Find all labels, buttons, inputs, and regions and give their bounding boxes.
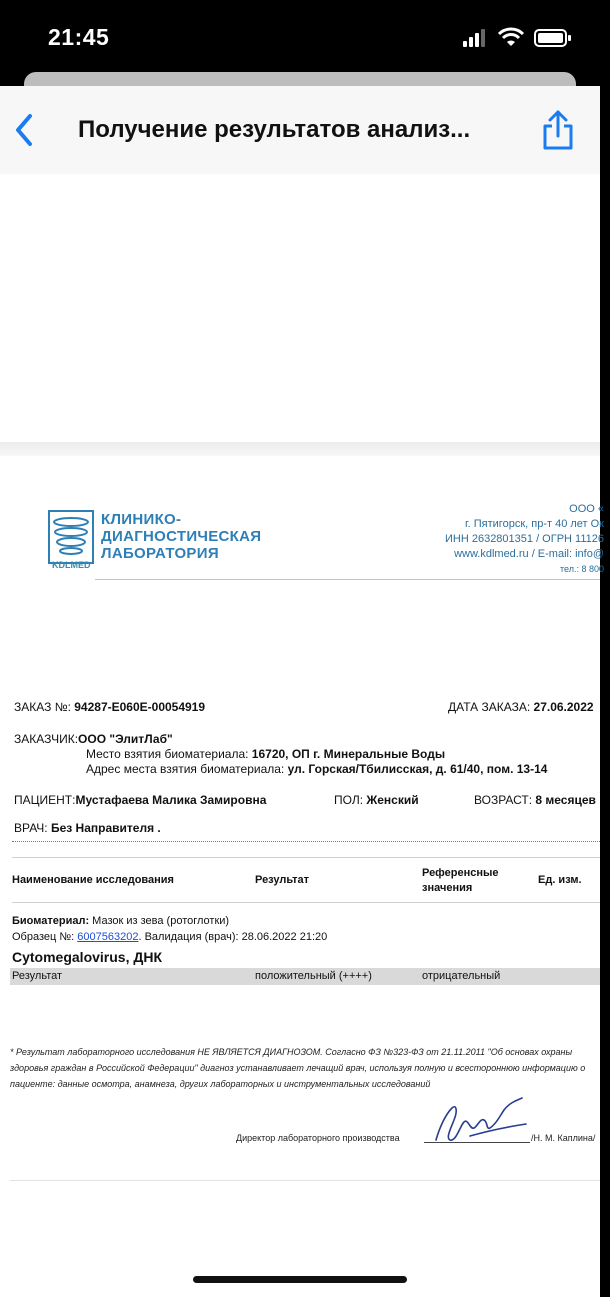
biomaterial-label: Биоматериал: <box>12 915 90 927</box>
column-header-unit: Ед. изм. <box>538 874 582 886</box>
order-date-row <box>448 700 594 714</box>
age-label: ВОЗРАСТ: <box>474 793 533 807</box>
lab-name <box>101 511 261 562</box>
sex-value: Женский <box>366 793 419 807</box>
sample-label: Образец №: <box>12 931 75 943</box>
column-header-reference: Референсные значения <box>422 867 499 894</box>
customer-label: ЗАКАЗЧИК: <box>14 732 79 746</box>
table-top-line <box>12 857 600 858</box>
doctor-label: ВРАЧ: <box>14 821 48 835</box>
doctor-row <box>14 821 161 835</box>
status-icons <box>462 28 572 48</box>
sample-place-row <box>86 747 445 761</box>
signature-label: Директор лабораторного производства <box>236 1133 400 1143</box>
patient-name: Мустафаева Малика Замировна <box>75 793 267 807</box>
biomaterial-value: Мазок из зева (ротоглотки) <box>92 915 230 927</box>
column-header-result: Результат <box>255 874 310 886</box>
test-name: Cytomegalovirus, ДНК <box>12 949 162 965</box>
sex-label: ПОЛ: <box>334 793 364 807</box>
biomaterial-row <box>12 915 229 927</box>
table-header-line <box>12 902 600 903</box>
org-address: г. Пятигорск, пр-т 40 лет Ок <box>464 518 604 530</box>
order-number-row <box>14 700 205 714</box>
home-indicator[interactable] <box>193 1276 407 1283</box>
patient-label: ПАЦИЕНТ: <box>14 793 76 807</box>
sample-address: ул. Горская/Тбилисская, д. 61/40, пом. 13-14 <box>287 762 548 776</box>
sample-number-link[interactable]: 6007563202 <box>77 931 139 943</box>
validation-info: . Валидация (врач): 28.06.2022 21:20 <box>138 931 328 943</box>
org-ids: ИНН 2632801351 / ОГРН 11126 <box>444 533 604 545</box>
status-bar <box>0 0 600 72</box>
lab-contacts <box>445 502 604 577</box>
header-divider <box>95 579 600 580</box>
age-value: 8 месяцев <box>535 793 596 807</box>
sample-address-row <box>86 762 547 776</box>
modal-sheet <box>0 86 604 1297</box>
document-end-line <box>10 1180 600 1181</box>
column-header-name: Наименование исследования <box>12 874 174 886</box>
lab-result-document <box>0 456 604 1297</box>
row-name: Результат <box>12 970 63 982</box>
status-time: 21:45 <box>48 24 110 50</box>
order-date: 27.06.2022 <box>533 700 594 714</box>
lab-name-line-1: КЛИНИКО- <box>101 511 182 528</box>
sample-place-label: Место взятия биоматериала: <box>86 747 249 761</box>
order-number-label: ЗАКАЗ №: <box>14 700 71 714</box>
doctor-value: Без Направителя . <box>50 821 161 835</box>
sample-row <box>12 931 327 943</box>
logo-subtitle: KDLMED <box>52 560 91 570</box>
wifi-icon <box>498 28 524 48</box>
row-result: положительный (++++) <box>255 970 372 982</box>
sample-place: 16720, ОП г. Минеральные Воды <box>251 747 446 761</box>
row-reference: отрицательный <box>422 970 501 982</box>
handwritten-signature <box>430 1096 530 1148</box>
share-icon[interactable] <box>540 108 576 152</box>
blank-page-area <box>0 174 600 442</box>
sex-row <box>334 793 419 807</box>
disclaimer-footnote: * Результат лабораторного исследования НЕ ЯВЛЯЕТСЯ ДИАГНОЗОМ. Согласно ФЗ №323-ФЗ от 21.11.2011 "Об основах охраны здоровья граждан в Российской Федерации" диагноз устанавливает лечащий врач, используя полную и всестороннюю информацию о пациенте: данные осмотра, анамнеза, других лабораторных и инструментальных исследований <box>10 1047 586 1089</box>
signature-name: /Н. М. Каплина/ <box>531 1133 596 1143</box>
chevron-left-icon[interactable] <box>10 110 40 150</box>
page-separator <box>0 442 600 456</box>
cellular-signal-icon <box>462 29 488 47</box>
lab-name-line-2: ДИАГНОСТИЧЕСКАЯ <box>101 528 262 545</box>
patient-row <box>14 793 266 807</box>
order-date-label: ДАТА ЗАКАЗА: <box>448 700 531 714</box>
lab-name-line-3: ЛАБОРАТОРИЯ <box>101 545 219 562</box>
sample-address-label: Адрес места взятия биоматериала: <box>86 762 285 776</box>
battery-icon <box>534 28 572 48</box>
org-name: ООО « <box>569 503 604 515</box>
navigation-bar <box>0 86 600 175</box>
customer-row <box>14 732 173 746</box>
org-phone: тел.: 8 800 <box>559 564 604 574</box>
customer: ООО "ЭлитЛаб" <box>78 732 173 746</box>
signature-line <box>424 1142 530 1143</box>
dotted-divider <box>12 841 600 842</box>
order-number: 94287-E060E-00054919 <box>74 700 206 714</box>
org-web: www.kdlmed.ru / E-mail: info@ <box>454 548 604 560</box>
age-row <box>474 793 596 807</box>
page-title: Получение результатов анализ... <box>78 116 471 143</box>
